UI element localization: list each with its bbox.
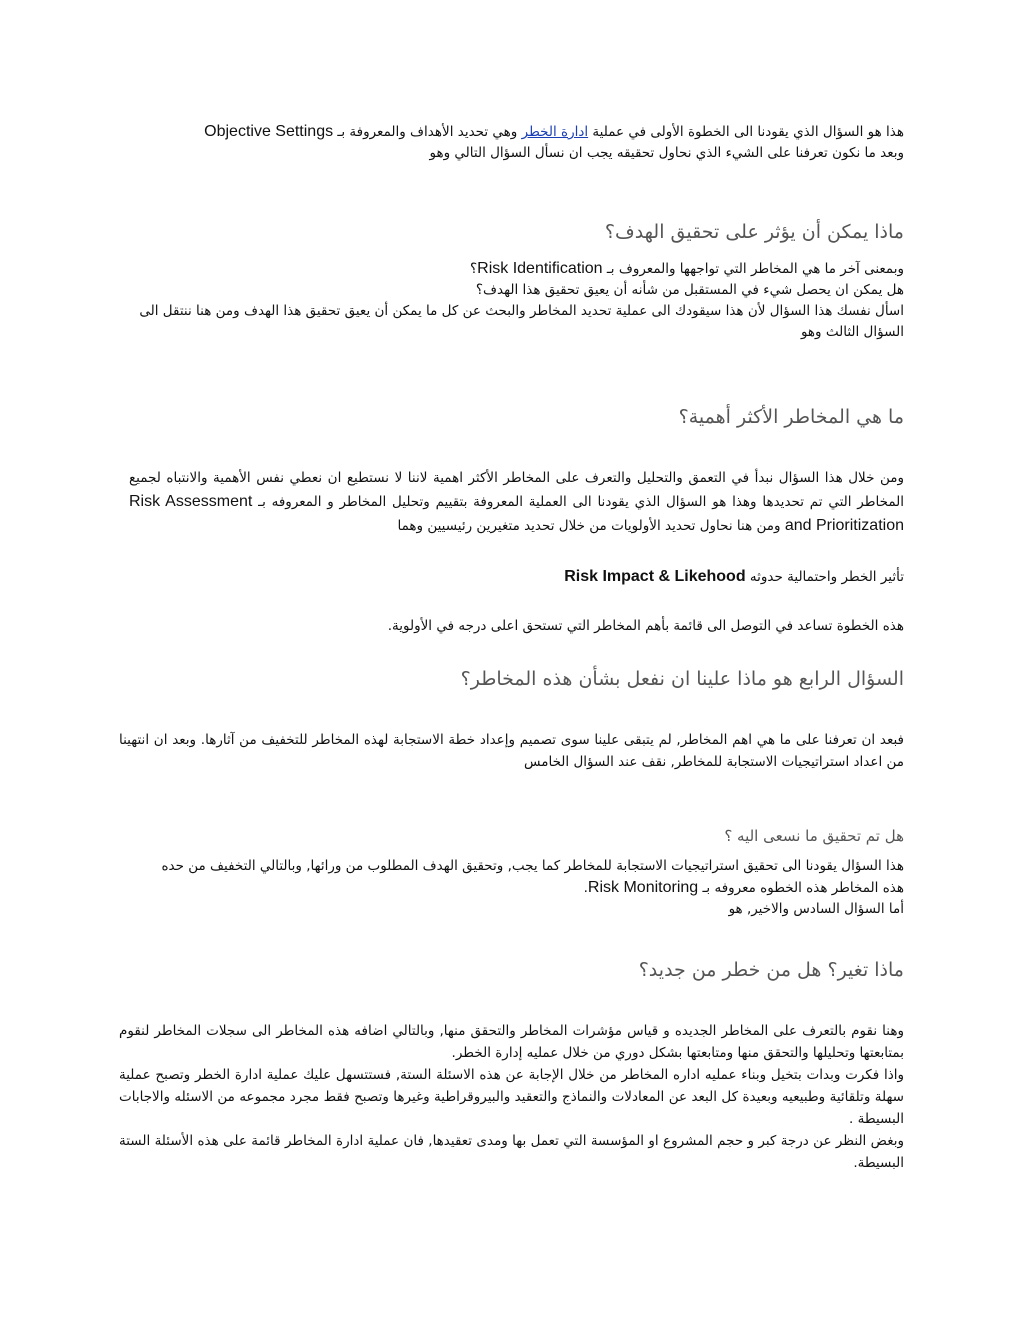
risk-assessment-term: Risk Assessment and Prioritization	[129, 493, 904, 534]
intro-text-b: وهي تحديد الأهداف والمعروفة بـ	[337, 124, 518, 140]
heading-question-6: ماذا تغير؟ هل من خطر من جديد؟	[638, 959, 904, 981]
risk-management-link[interactable]: ادارة الخطر	[521, 124, 589, 140]
intro-text-a: هذا هو السؤال الذي يقودنا الى الخطوة الأولى في عملية	[592, 124, 904, 140]
risk-monitoring-paragraph: هذا السؤال يقودنا الى تحقيق استراتيجيات الاستجابة للمخاطر كما يجب, وتحقيق الهدف المطلوب من ورائها, وبالتالي التخفيف من حده هذه المخاطر هذه الخطوه معروفه بـ Risk Monitoring. أما السؤال السادس والاخير, هو	[114, 856, 904, 920]
conclusion-part-c: وبغض النظر عن درجة كبر و حجم المشروع او المؤسسة التي تعمل بها ومدى تعقيدها, فان عملية ادارة المخاطر قائمة على هذه الأسئلة الستة البسيطة.	[119, 1133, 904, 1171]
risk-assessment-paragraph	[129, 466, 904, 538]
monitoring-line-1: هذا السؤال يقودنا الى تحقيق استراتيجيات الاستجابة للمخاطر كما يجب, وتحقيق الهدف المطلوب من ورائها, وبالتالي التخفيف من حده	[161, 858, 904, 874]
monitoring-line-3: أما السؤال السادس والاخير, هو	[728, 901, 904, 917]
impact-likelihood-line	[134, 566, 904, 588]
risk-id-text: وبمعنى آخر ما هي المخاطر التي تواجهها والمعروف بـ	[606, 261, 904, 277]
conclusion-part-a: وهنا نقوم بالتعرف على المخاطر الجديده و قياس مؤشرات المخاطر والتحقق منها, وبالتالي اضافه هذه المخاطر الى سجلات المخاطر لنقوم بمتابعتها وتحليلها والتحقق منها ومتابعتها بشكل دوري من خلال عمليه إدارة الخطر.	[119, 1023, 904, 1061]
risk-impact-term: Risk Impact & Likehood	[564, 568, 746, 585]
risk-id-line-2: هل يمكن ان يحصل شيء في المستقبل من شأنه أن يعيق تحقيق هذا الهدف؟	[475, 282, 904, 298]
heading-question-4: السؤال الرابع هو ماذا علينا ان نفعل بشأن هذه المخاطر؟	[460, 668, 904, 690]
intro-line-2: وبعد ما نكون تعرفنا على الشيء الذي نحاول تحقيقه يجب ان نسأل السؤال التالي وهو	[429, 145, 904, 161]
monitoring-text: هذه المخاطر هذه الخطوه معروفه بـ	[702, 880, 904, 896]
intro-paragraph	[134, 121, 904, 164]
risk-id-line-3: اسأل نفسك هذا السؤال لأن هذا سيقودك الى عملية تحديد المخاطر والبحث عن كل ما يمكن أن يعيق تحقيق هذا الهدف ومن هنا ننتقل الى السؤال الثالث وهو	[139, 303, 904, 340]
heading-question-3: ما هي المخاطر الأكثر أهمية؟	[678, 406, 904, 428]
conclusion-part-b: واذا فكرت وبدات بتخيل وبناء عمليه اداره المخاطر من خلال الإجابة عن هذه الاسئلة الستة, فستتسهل عليك عملية ادارة الخطر وتصبح عملية سهلة وتلقائية وطبيعيه وبعيدة كل البعد عن المعادلات والنماذج والتعقيد والبيروقراطية وغيرها وتصبح فقط مجرد مجموعه من الاسئله والاجابات البسيطة .	[119, 1067, 904, 1127]
impact-text: تأثير الخطر واحتمالية حدوثه	[749, 569, 904, 585]
risk-identification-term: Risk Identification	[477, 260, 603, 277]
priority-paragraph: هذه الخطوة تساعد في التوصل الى قائمة بأهم المخاطر التي تستحق اعلى درجه في الأولوية.	[387, 618, 904, 634]
assessment-text-a: ومن خلال هذا السؤال نبدأ في التعمق والتحليل والتعرف على المخاطر الأكثر اهمية لاننا لا نستطيع ان نعطي نفس الأهمية والانتباه لجميع المخاطر التي تم تحديدها وهذا هو السؤال الذي يقودنا الى العملية المعروفة بتقييم وتحليل المخاطر و المعروفه بـ	[129, 470, 904, 510]
conclusion-paragraph	[119, 1020, 904, 1174]
heading-question-2: ماذا يمكن أن يؤثر على تحقيق الهدف؟	[604, 221, 904, 243]
risk-identification-paragraph: وبمعنى آخر ما هي المخاطر التي تواجهها والمعروف بـ Risk Identification؟ هل يمكن ان يحصل شيء في المستقبل من شأنه أن يعيق تحقيق هذا الهدف؟ اسأل نفسك هذا السؤال لأن هذا سيقودك الى عملية تحديد المخاطر والبحث عن كل ما يمكن أن يعيق تحقيق هذا الهدف ومن هنا ننتقل الى السؤال الثالث وهو	[114, 258, 904, 343]
risk-monitoring-term: Risk Monitoring	[587, 879, 699, 896]
assessment-text-b: ومن هنا نحاول تحديد الأولويات من خلال تحديد متغيرين رئيسيين وهما	[397, 518, 781, 534]
objective-settings-term: Objective Settings	[204, 123, 334, 140]
response-plan-paragraph: فبعد ان تعرفنا على ما هي اهم المخاطر, لم يتبقى علينا سوى تصميم وإعداد خطة الاستجابة لهذه المخاطر للتخفيف من آثارها. وبعد ان انتهينا من اعداد استراتيجيات الاستجابة للمخاطر, نقف عند السؤال الخامس	[119, 732, 904, 770]
heading-question-5: هل تم تحقيق ما نسعى اليه ؟	[724, 827, 904, 845]
